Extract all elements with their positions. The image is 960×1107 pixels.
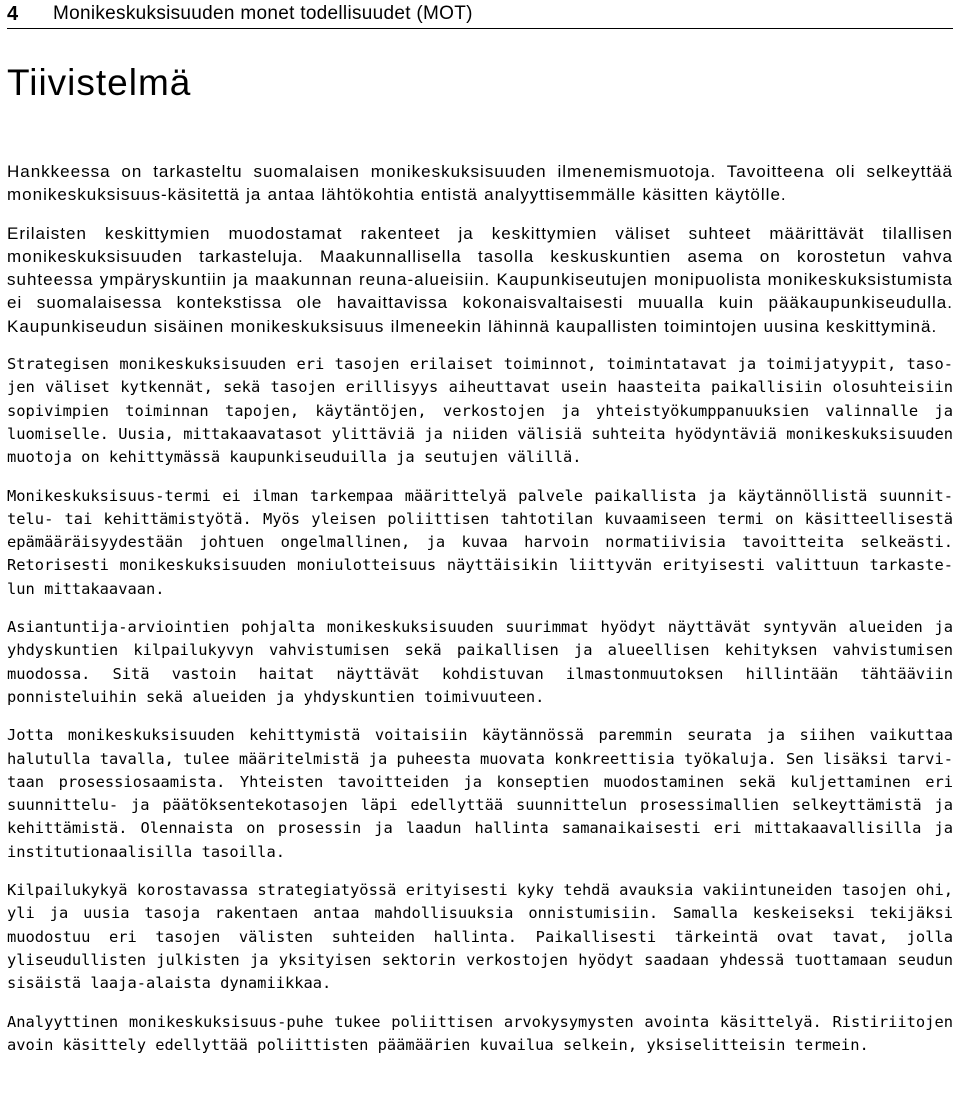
paragraph-3: Strategisen monikeskuksisuuden eri tasojen erilaiset toiminnot, toimintatavat ja toimijatyypit, tasojen väliset kytkennät, sekä tasojen erillisyys aiheuttavat usein haasteita paikallisiin olosuhteisiin sopivimpien toiminnan tapojen, käytäntöjen, verkostojen ja yhteistyökumppanuuksien valinnalle ja luomiselle. Uusia, mittakaavatasot ylittäviä ja niiden välisiä suhteita hyödyntäviä monikeskuksisuuden muotoja on kehittymässä kaupunkiseuduilla ja seutujen välillä. <box>7 355 953 467</box>
paragraph-5: Asiantuntija-arviointien pohjalta monikeskuksisuuden suurimmat hyödyt näyttävät syntyvän alueiden ja yhdyskuntien kilpailukyvyn vahvistumisen sekä paikallisen ja alueellisen kehityksen vahvistumisen muodossa. Sitä vastoin haitat näyttävät kohdistuvan ilmastonmuutoksen hillintään tähtääviin ponnisteluihin sekä alueiden ja yhdyskuntien toimivuuteen. <box>7 618 953 706</box>
paragraph-2: Erilaisten keskittymien muodostamat rakenteet ja keskittymien väliset suhteet määrittävät tilallisen monikeskuksisuuden tarkasteluja. Maakunnallisella tasolla keskuskuntien asema on korostetun vahva suhteessa ympäryskuntiin ja maakunnan reuna-alueisiin. Kaupunkiseutujen monipuolista monikeskuksistumista ei suomalaisessa kontekstissa ole havaittavissa kokonaisvaltaisesti muualla kuin pääkaupunkiseudulla. Kaupunkiseudun sisäinen monikeskuksisuus ilmeneekin lähinnä kaupallisten toimintojen uusina keskittyminä. <box>7 223 953 336</box>
paragraph-4: Monikeskuksisuus-termi ei ilman tarkempaa määrittelyä palvele paikallista ja käytännöllistä suunnittelu- tai kehittämistyötä. Myös yleisen poliittisen tahtotilan kuvaamiseen termi on käsitteellisestä epämääräisyydestään johtuen ongelmallinen, ja kuvaa harvoin normatiivisia tavoitteita selkeästi. Retorisesti monikeskuksisuuden moniulotteisuus näyttäisikin liittyvän erityisesti valittuun tarkastelun mittakaavaan. <box>7 486 953 598</box>
paragraph-7: Kilpailukykyä korostavassa strategiatyössä erityisesti kyky tehdä avauksia vakiintuneiden tasojen ohi, yli ja uusia tasoja rakentaen antaa mahdollisuuksia onnistumisiin. Samalla keskeiseksi tekijäksi muodostuu eri tasojen välisten suhteiden hallinta. Paikallisesti tärkeintä ovat tavat, jolla yliseudullisten julkisten ja yksityisen sektorin verkostojen hyödyt saadaan yhdessä tuottamaan seudun sisäistä laaja-alaista dynamiikkaa. <box>7 881 953 993</box>
abstract-body <box>7 160 953 1057</box>
page-title: Tiivistelmä <box>7 62 192 103</box>
paragraph-6: Jotta monikeskuksisuuden kehittymistä voitaisiin käytännössä paremmin seurata ja siihen vaikuttaa halutulla tavalla, tulee määritelmistä ja puheesta muovata konkreettisia työkaluja. Sen lisäksi tarvitaan prosessiosaamista. Yhteisten tavoitteiden ja konseptien muodostaminen sekä kuljettaminen eri suunnittelu- ja päätöksentekotasojen läpi edellyttää suunnittelun prosessimallien selkeyttämistä ja kehittämistä. Olennaista on prosessin ja laadun hallinta samanaikaisesti eri mittakaavallisilla ja institutionaalisilla tasoilla. <box>7 726 953 861</box>
running-header <box>7 0 953 29</box>
paragraph-8: Analyyttinen monikeskuksisuus-puhe tukee poliittisen arvokysymysten avointa käsittelyä. Ristiriitojen avoin käsittely edellyttää poliittisten päämäärien kuvailua selkein, yksiselitteisin termein. <box>7 1012 953 1054</box>
running-title: Monikeskuksisuuden monet todellisuudet (MOT) <box>53 3 473 24</box>
page-number: 4 <box>7 2 19 25</box>
paragraph-1: Hankkeessa on tarkasteltu suomalaisen monikeskuksisuuden ilmenemismuotoja. Tavoitteena oli selkeyttää monikeskuksisuus-käsitettä ja antaa lähtökohtia entistä analyyttisemmälle käsitten käytölle. <box>7 162 953 205</box>
